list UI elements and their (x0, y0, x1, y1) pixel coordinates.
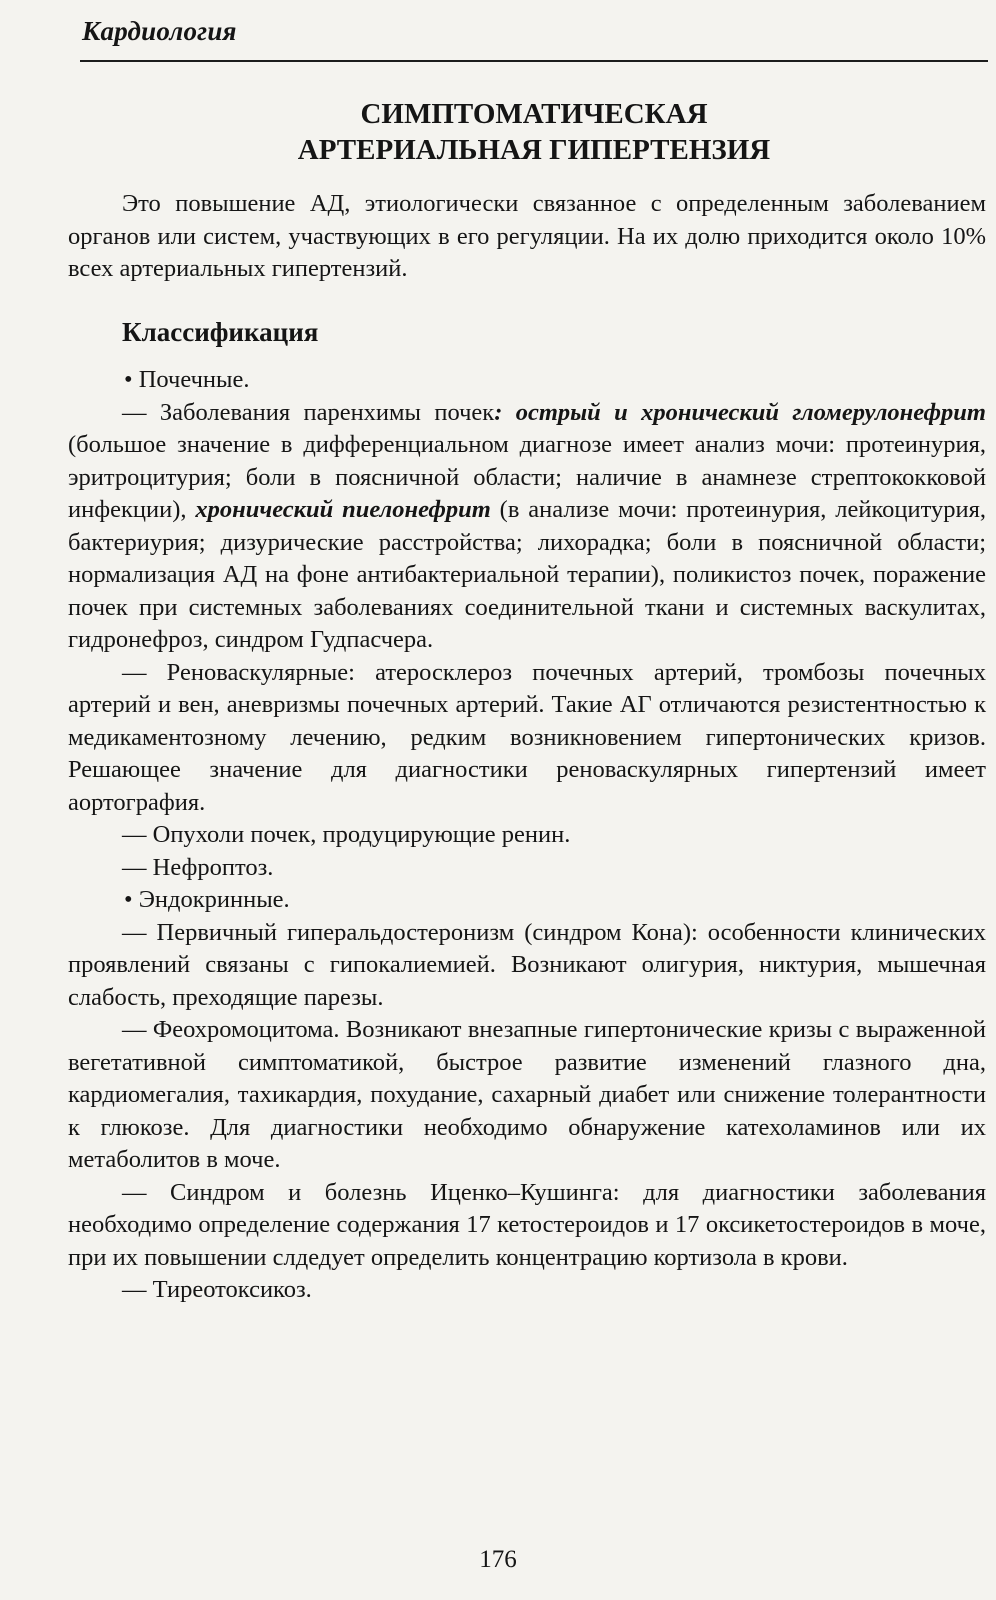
running-head: Кардиология (82, 16, 237, 46)
parenchyma-lead: — Заболевания паренхимы почек (122, 398, 495, 426)
page-number: 176 (479, 1546, 517, 1573)
section-heading: Классификация (122, 316, 319, 347)
glomerulonephritis-term: острый и хронический гломерулонефрит (515, 398, 986, 426)
pyelonephritis-note: (в анализе мочи: протеинурия, лейкоцитурия, бактериурия; дизурические расстройства; лихорадка; боли в поясничной области; нормализация АД на фоне антибактериальной терапии), поликистоз почек, поражение почек при системных заболеваниях соединительной ткани и системных васкулитах, гидронефроз, синдром Гудпасчера. (68, 496, 986, 653)
body-text (68, 188, 986, 1307)
paragraph-thyrotoxicosis: — Тиреотоксикоз. (122, 1276, 312, 1303)
intro-paragraph: Это повышение АД, этиологически связанное с определенным заболеванием органов или систем, участвующих в его регуляции. На их долю приходится около 10% всех артериальных гипертензий. (68, 190, 986, 282)
chapter-title-line-2: АРТЕРИАЛЬНАЯ ГИПЕРТЕНЗИЯ (297, 134, 771, 166)
chapter-title-line-1: СИМПТОМАТИЧЕСКАЯ (360, 98, 708, 130)
paragraph-conn: — Первичный гиперальдостеронизм (синдром Кона): особенности клинических проявлений связаны с гипокалиемией. Возникают олигурия, никтурия, мышечная слабость, преходящие парезы. (68, 918, 986, 1011)
paragraph-renovascular: — Реноваскулярные: атеросклероз почечных артерий, тромбозы почечных артерий и вен, аневризмы почечных артерий. Такие АГ отличаются резистентностью к медикаментозному лечению, редким возникновением гипертонических кризов. Решающее значение для диагностики реноваскулярных гипертензий имеет аортография. (68, 658, 986, 816)
paragraph-pheochromocytoma: — Феохромоцитома. Возникают внезапные гипертонические кризы с выраженной вегетативной симптоматикой, быстрое развитие изменений глазного дна, кардиомегалия, тахикардия, похудание, сахарный диабет или снижение толерантности к глюкозе. Для диагностики необходимо обнаружение катехоламинов или их метаболитов в моче. (68, 1016, 986, 1173)
paragraph-nephroptosis: — Нефроптоз. (122, 853, 274, 881)
bullet-renal: • Почечные. (124, 366, 250, 393)
paragraph-parenchyma (68, 397, 986, 657)
pyelonephritis-term: хронический пиелонефрит (195, 496, 491, 523)
parenchyma-colon: : (494, 398, 516, 426)
glomerulonephritis-note: (большое значение в дифференциальном диагнозе имеет анализ мочи: протеинурия, эритроцитурия; боли в поясничной области; наличие в анамнезе стрептококковой инфекции), (68, 431, 986, 523)
bullet-endocrine: • Эндокринные. (124, 886, 290, 913)
header-rule (80, 60, 988, 62)
paragraph-cushing: — Синдром и болезнь Иценко–Кушинга: для диагностики заболевания необходимо определение содержания 17 кетостероидов и 17 оксикетостероидов в моче, при их повышении слдедует определить концентрацию кортизола в крови. (68, 1178, 986, 1271)
paragraph-renin-tumors: — Опухоли почек, продуцирующие ренин. (122, 821, 571, 848)
